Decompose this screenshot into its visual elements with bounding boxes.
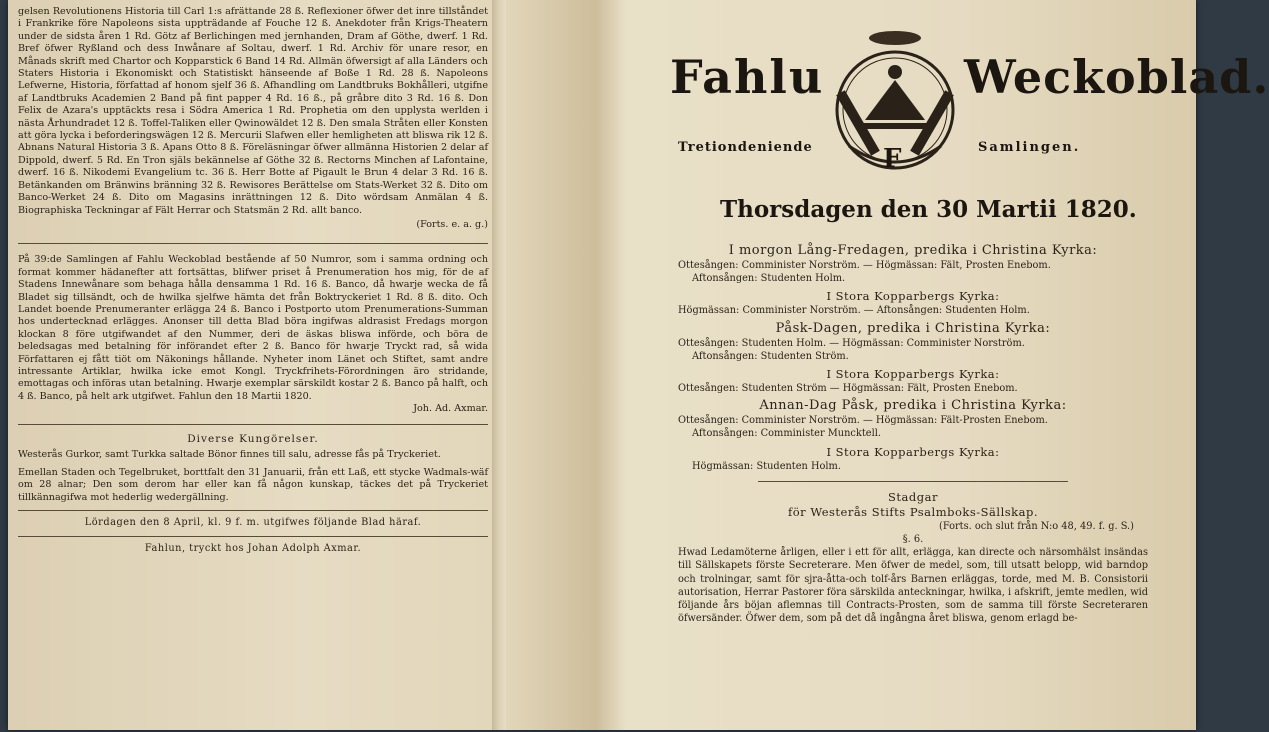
service-line: Aftonsången: Studenten Holm. [692,273,846,285]
service-line: Ottesången: Studenten Holm. — Högmässan: Comminister Norström. [678,337,1025,349]
masthead-title-left: Fahlu [670,50,825,104]
church-heading: I Stora Kopparbergs Kyrka: [826,444,1000,459]
church-heading: I Stora Kopparbergs Kyrka: [826,289,1000,304]
statutes-heading: Stadgar [888,489,938,504]
divider [758,481,1068,482]
next-issue-notice: Lördagen den 8 April, kl. 9 f. m. utgifwes följande Blad häraf. [84,517,422,529]
notice-paragraph: Emellan Staden och Tegelbruket, borttfalt den 31 Januarii, från ett Laß, ett stycke Wadmals-wäf om 28 alnar; Den som derom har eller kan få någon kunskap, täckes det på Tryckeriet tillkännagifwa mot hederlig wedergällning. [18,467,488,503]
masthead-subtitle-left: Tretiondeniende [678,140,813,155]
continuation-note: (Forts. e. a. g.) [416,218,488,230]
masthead-title-right: Weckoblad. [964,50,1269,104]
continuation-note: (Forts. och slut från N:o 48, 49. f. g. S.) [939,520,1134,532]
divider [18,424,488,425]
page-fold [492,0,506,730]
service-line: Aftonsången: Studenten Ström. [692,350,849,362]
church-heading: I morgon Lång-Fredagen, predika i Christina Kyrka: [728,243,1098,258]
left-page [18,6,488,555]
service-line: Ottesången: Comminister Norström. — Högmässan: Fält, Prosten Enebom. [678,260,1051,271]
statutes-paragraph: Hwad Ledamöterne årligen, eller i ett för allt, erlägga, kan directe och närsomhälst insändas till Sällskapets förste Secreterare. Men öfwer de medel, som, till utsatt belopp, wid barndop och trolningar, samt för sjra-åtta-och tolf-års Barnen erläggas, torde, med M. B. Consistorii autorisation, Herrar Pastorer föra särskilda anteckningar, hwilka, i afskrift, jemte medlen, wid följande års böjan aflemnas till Contracts-Prosten, som de samma till förste Secreteraren öfwersänder. Öfwer dem, som på det då ingångna året bliswa, genom erlagd be- [678,547,1148,625]
divider [18,510,488,511]
service-line: Högmässan: Comminister Norström. — Aftonsången: Studenten Holm. [678,305,1030,317]
service-line: Ottesången: Comminister Norström. — Högmässan: Fält-Prosten Enebom. [678,415,1048,427]
section-number: §. 6. [902,534,924,546]
divider [18,536,488,537]
church-heading: Påsk-Dagen, predika i Christina Kyrka: [775,320,1051,336]
notice-paragraph: Westerås Gurkor, samt Turkka saltade Bönor finnes till salu, adresse fås på Tryckeriet. [18,448,441,460]
church-heading: Annan-Dag Påsk, predika i Christina Kyrka: [759,398,1067,414]
statutes-subheading: för Westerås Stifts Psalmboks-Sällskap. [787,504,1039,519]
issue-date: Thorsdagen den 30 Martii 1820. [720,196,1137,223]
section-heading: Diverse Kungörelser. [187,432,319,445]
emblem-letter: F [883,144,902,174]
service-line: Aftonsången: Comminister Muncktell. [692,428,881,440]
signature: Joh. Ad. Axmar. [413,403,488,415]
church-heading: I Stora Kopparbergs Kyrka: [826,367,1000,382]
masthead-subtitle-right: Samlingen. [978,140,1081,155]
service-line: Ottesången: Studenten Ström — Högmässan: Fält, Prosten Enebom. [678,383,1018,395]
service-line: Högmässan: Studenten Holm. [692,460,841,472]
right-page [678,242,1148,625]
book-list-paragraph: gelsen Revolutionens Historia till Carl 1:s afrättande 28 ß. Reflexioner öfwer det inre tillståndet i Frankrike före Napoleons sista uppträdande af Fouche 12 ß. Anekdoter från Krigs-Theatern under de sidsta åren 1 Rd. Götz af Berlichingen med jernhanden, Dram af Göthe, dwerf. 1 Rd. Bref öfwer Ryßland och dess Inwånare af Soltau, dwerf. 1 Rd. Archiv för unare resor, en Månads skrift med Chartor och Kopparstick 6 Band 14 Rd. Allmän öfwersigt af alla Länders och Staters Historia i Ekonomiskt och Statistiskt hänseende af Boße 1 Rd. 28 ß. Napoleons Lefwerne, Historia, författad af honom sjelf 36 ß. Afhandling om Landtbruks Bokhålleri, utgifne af Landtbruks Academien 2 Band på fint papper 4 Rd. 16 ß., på gråbre dito 3 Rd. 16 ß. Don Felix de Azara's upptäckts resa i Södra America 1 Rd. Prophetia om den upplysta werlden i nästa Århundradet 12 ß. Toffel-Taliken eller Qwinowäldet 12 ß. Den smala Stråten eller Konsten att göra lycka i beforderingswägen 12 ß. Mercurii Slafwen eller hemligheten att bliswa rik 12 ß. Abnans Natural Historia 3 ß. Apans Otto 8 ß. Föreläsningar öfwer allmänna Historien 2 delar af Dippold, dwerf. 5 Rd. En Tron själs bekännelse af Göthe 32 ß. Rectorns Minchen af Lafontaine, dwerf. 16 ß. Nikodemi Evangelium tc. 36 ß. Herr Botte af Pigault le Brun 4 delar 3 Rd. 16 ß. Betänkanden om Bränwins bränning 32 ß. Rewisores Berättelse om Stats-Werket 32 ß. Dito om Banco-Werket 24 ß. Dito om Magasins inrättningen 12 ß. Dito wördsam Anmälan 4 ß. Biographiska Teckningar af Fält Herrar och Statsmän 2 Rd. allt banco. [18,6,488,216]
subscription-paragraph: På 39:de Samlingen af Fahlu Weckoblad bestående af 50 Numror, som i samma ordning och format kommer hädanefter att fortsättas, blifwer priset å Prenumeration hos mig, för de af Stadens Innewånare som behaga hålla densamma 1 Rd. 16 ß. Banco, då hwarje wecka de få Bladet sig tillsändt, och de hwilka sjelfwe hämta det från Boktryckeriet 1 Rd. 8 ß. dito. Och Landet boende Prenumeranter erlägga 24 ß. Banco i Postporto utom Prenumerations-Summan hos undertecknad erlägges. Anonser till detta Blad böra ingifwas aldrasist Fredags morgon klockan 8 före utgifwandet af den Nummer, deri de äskas bliswa införde, och böra de beledsagas med betalning för införandet efter 2 ß. Banco för hwarje Tryckt rad, så wida Författaren ej fått tiöt om Näkonings hållande. Nyheter inom Länet och Stiftet, samt andre intressante Artiklar, hwilka icke emot Kongl. Tryckfrihets-Förordningen äro stridande, emottagas och införas utan betalning. Hwarje exemplar särskildt kostar 2 ß. Banco på halft, och 4 ß. Banco, på helt ark utgifwet. Fahlun den 18 Martii 1820. [18,254,488,402]
imprint: Fahlun, tryckt hos Johan Adolph Axmar. [144,542,362,554]
divider [18,243,488,244]
